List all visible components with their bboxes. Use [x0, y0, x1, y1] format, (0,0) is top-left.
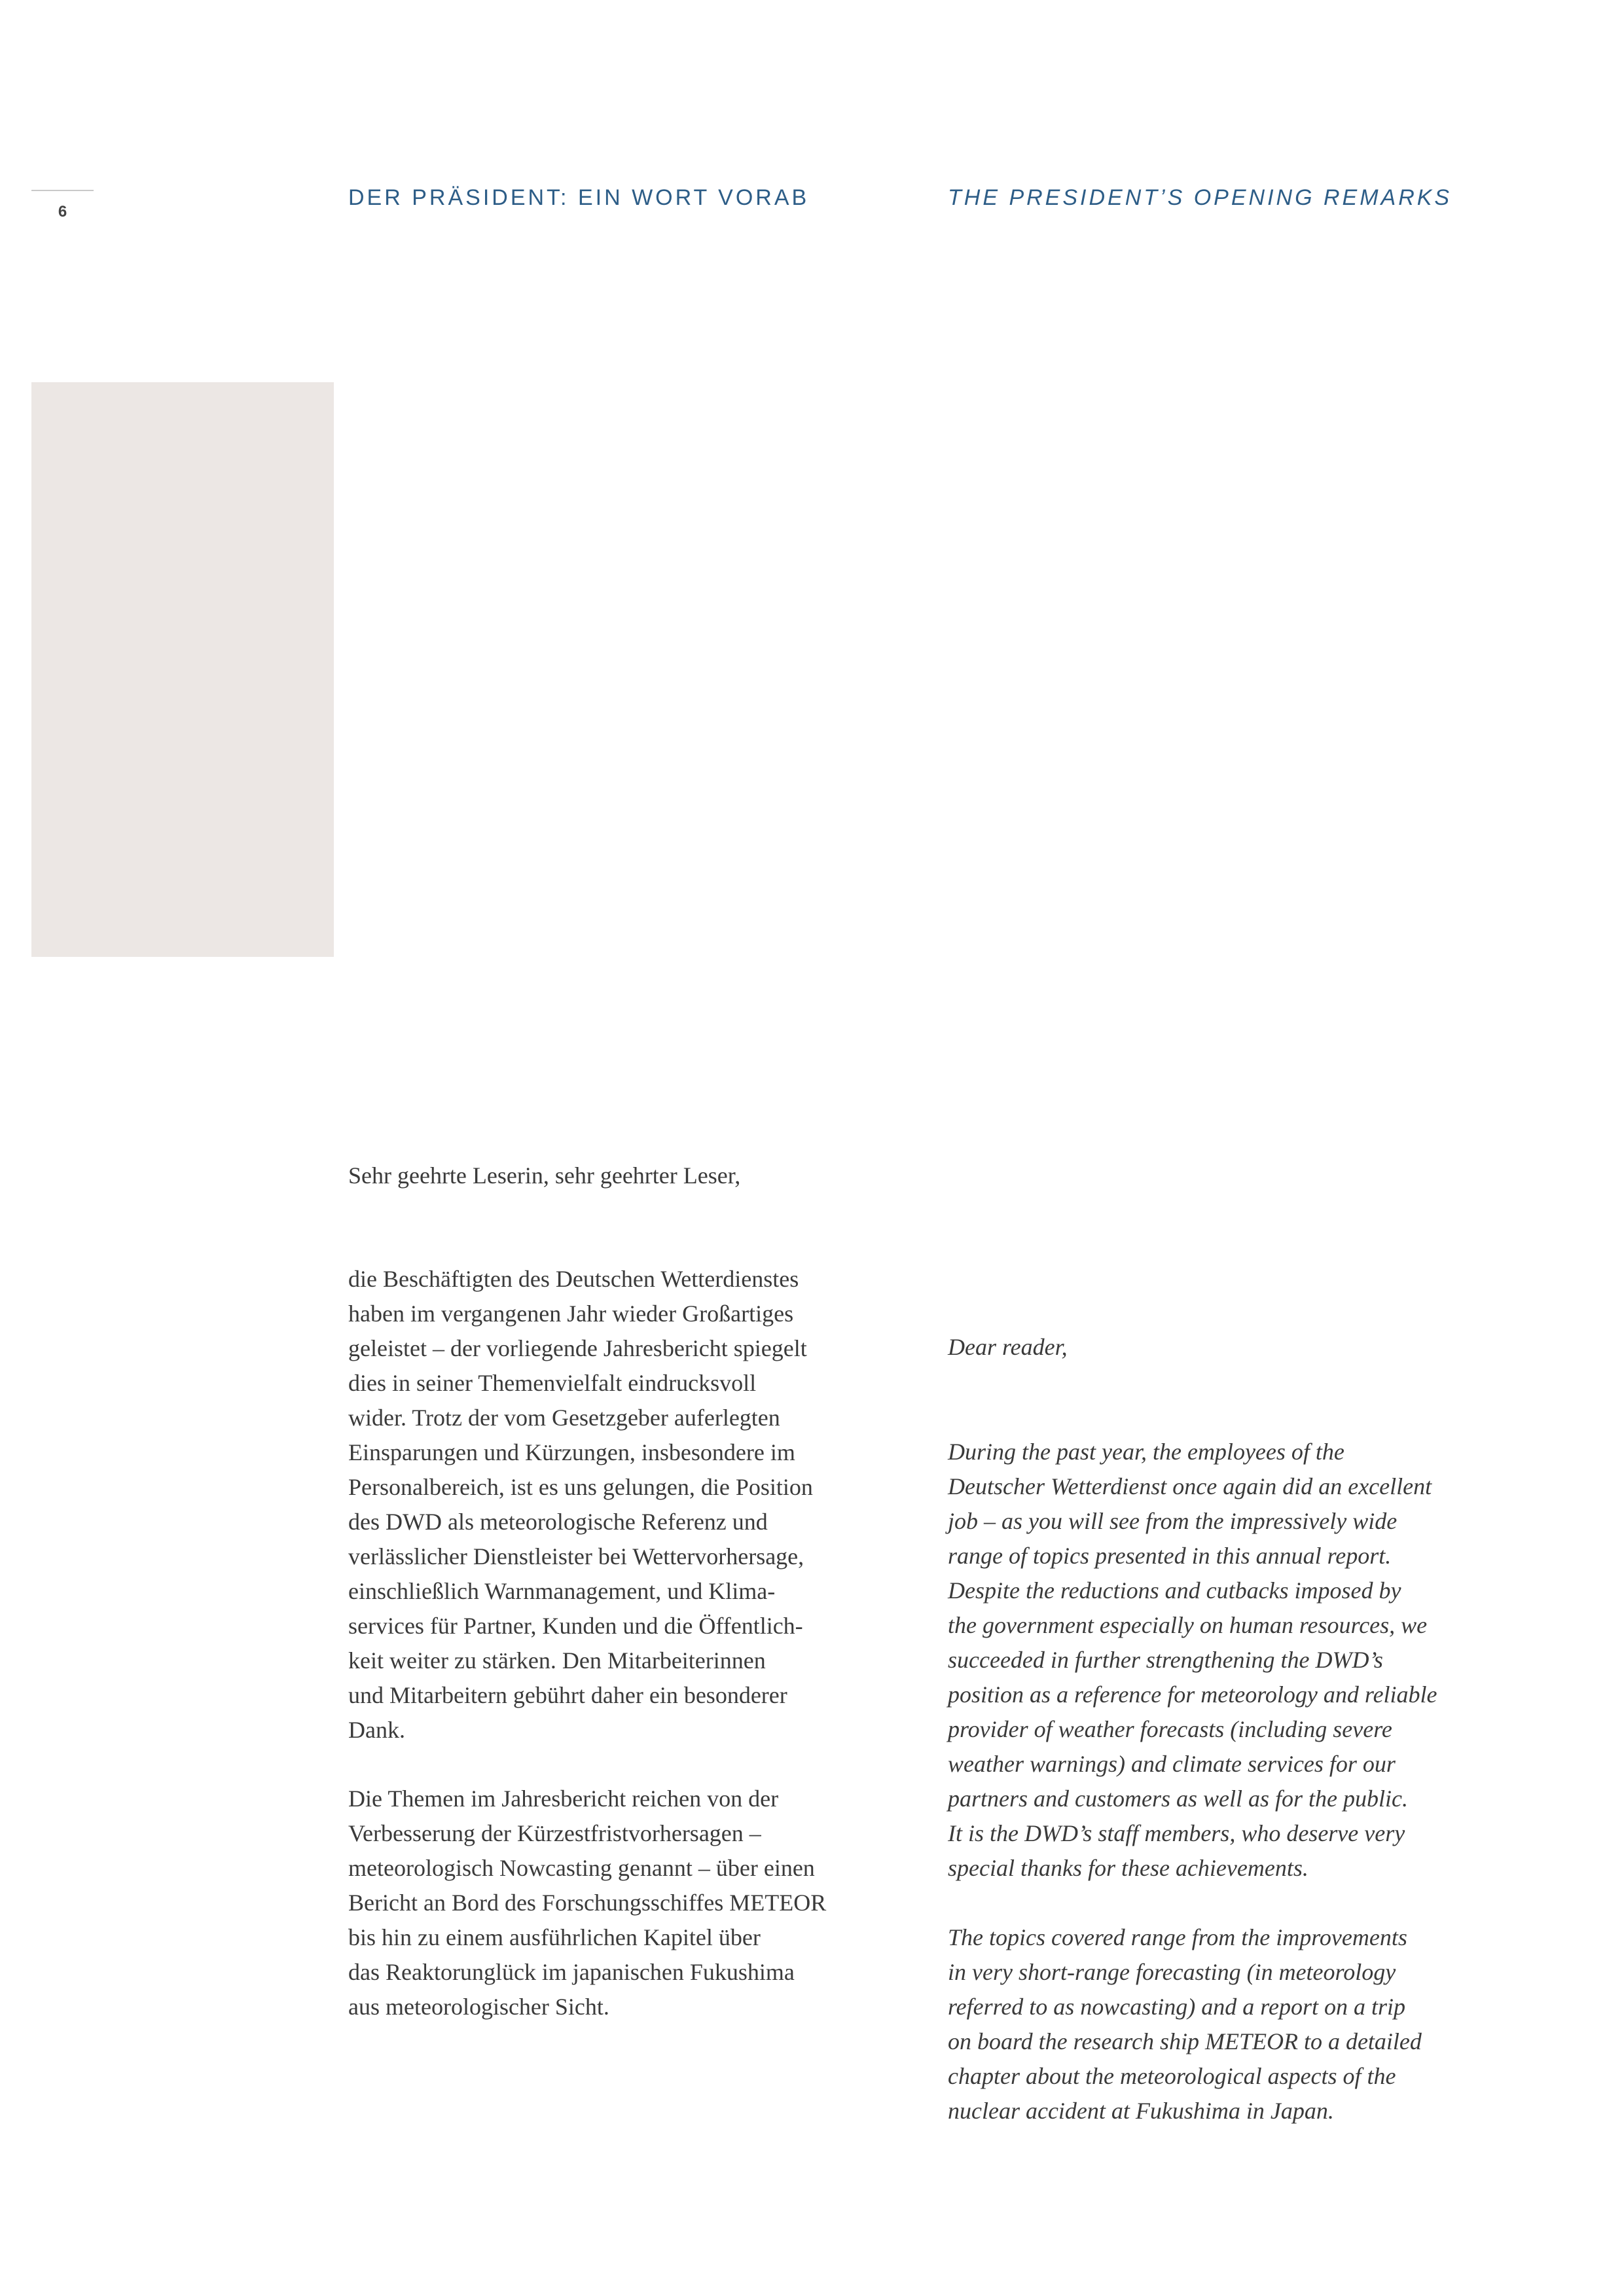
text-line: dies in seiner Themenvielfalt eindrucksvoll [348, 1370, 757, 1396]
text-line: meteorologisch Nowcasting genannt – über einen [348, 1855, 815, 1881]
text-line: provider of weather forecasts (including severe [948, 1716, 1392, 1742]
text-line: weather warnings) and climate services for our [948, 1751, 1396, 1777]
text-line: aus meteorologischer Sicht. [348, 1994, 609, 2020]
text-line: Personalbereich, ist es uns gelungen, die Position [348, 1474, 813, 1500]
text-line: einschließlich Warnmanagement, und Klima- [348, 1578, 776, 1604]
text-line: The topics covered range from the improvements [948, 1924, 1407, 1950]
text-line: und Mitarbeitern gebührt daher ein besonderer [348, 1682, 787, 1708]
text-line: verlässlicher Dienstleister bei Wettervorhersage, [348, 1543, 804, 1570]
text-line: the government especially on human resources, we [948, 1612, 1428, 1638]
section-header-english: THE PRESIDENT’S OPENING REMARKS [948, 185, 1453, 210]
text-line: It is the DWD’s staff members, who deserve very [948, 1820, 1405, 1846]
section-header-german: DER PRÄSIDENT: EIN WORT VORAB [348, 185, 810, 210]
text-line: Die Themen im Jahresbericht reichen von der [348, 1785, 779, 1812]
text-line: chapter about the meteorological aspects of the [948, 2063, 1396, 2089]
text-line: keit weiter zu stärken. Den Mitarbeiterinnen [348, 1647, 766, 1674]
text-line: position as a reference for meteorology and reliable [948, 1681, 1437, 1708]
text-line: succeeded in further strengthening the DWD’s [948, 1647, 1383, 1673]
text-line: geleistet – der vorliegende Jahresbericht spiegelt [348, 1335, 807, 1361]
german-paragraph-1 [348, 1262, 924, 1748]
english-paragraph-2 [948, 1920, 1524, 2128]
english-paragraph-1 [948, 1435, 1524, 1886]
text-line: partners and customers as well as for the public. [948, 1785, 1408, 1812]
text-line: wider. Trotz der vom Gesetzgeber auferlegten [348, 1405, 780, 1431]
page-number: 6 [58, 203, 67, 221]
text-line: des DWD als meteorologische Referenz und [348, 1509, 768, 1535]
text-line: Bericht an Bord des Forschungsschiffes METEOR [348, 1890, 827, 1916]
text-line: Dank. [348, 1717, 405, 1743]
text-line: on board the research ship METEOR to a detailed [948, 2028, 1422, 2054]
text-line: in very short-range forecasting (in meteorology [948, 1959, 1396, 1985]
text-line: job – as you will see from the impressively wide [948, 1508, 1398, 1534]
text-line: das Reaktorunglück im japanischen Fukushima [348, 1959, 795, 1985]
text-line: haben im vergangenen Jahr wieder Großartiges [348, 1300, 794, 1327]
page-number-rule [31, 190, 94, 191]
text-line: Verbesserung der Kürzestfristvorhersagen – [348, 1820, 761, 1846]
text-line: During the past year, the employees of the [948, 1439, 1344, 1465]
text-line: range of topics presented in this annual report. [948, 1543, 1392, 1569]
english-greeting: Dear reader, [948, 1334, 1068, 1360]
text-line: Einsparungen und Kürzungen, insbesondere im [348, 1439, 795, 1465]
text-line: Deutscher Wetterdienst once again did an excellent [948, 1473, 1432, 1499]
text-line: bis hin zu einem ausführlichen Kapitel über [348, 1924, 761, 1950]
portrait-image-placeholder [31, 382, 334, 957]
german-greeting: Sehr geehrte Leserin, sehr geehrter Leser, [348, 1162, 741, 1189]
text-line: special thanks for these achievements. [948, 1855, 1308, 1881]
german-paragraph-2 [348, 1782, 924, 2024]
text-line: referred to as nowcasting) and a report on a trip [948, 1994, 1405, 2020]
text-line: services für Partner, Kunden und die Öffentlich- [348, 1613, 803, 1639]
text-line: Despite the reductions and cutbacks imposed by [948, 1577, 1401, 1604]
text-line: nuclear accident at Fukushima in Japan. [948, 2098, 1334, 2124]
text-line: die Beschäftigten des Deutschen Wetterdienstes [348, 1266, 799, 1292]
